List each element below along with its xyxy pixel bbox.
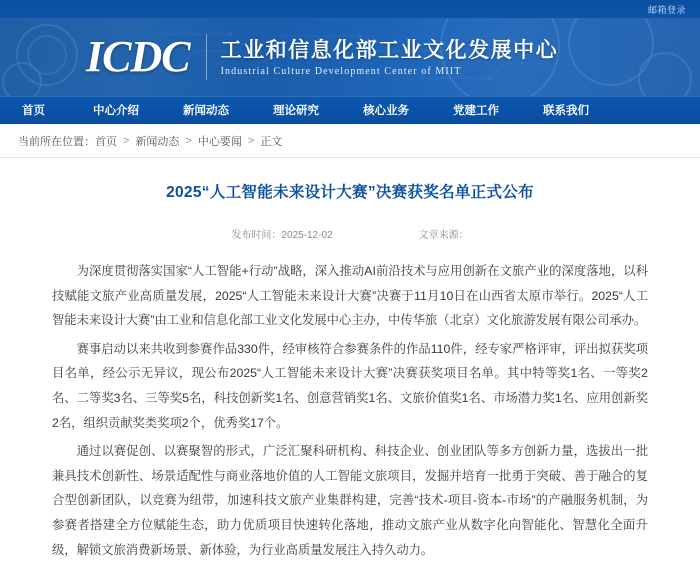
nav-item-home[interactable]: 首页 [22,104,45,117]
article-paragraph: 通过以赛促创、以赛聚智的形式，广泛汇聚科研机构、科技企业、创业团队等多方创新力量，选拔出一批兼具技术创新性、场景适配性与商业落地价值的人工智能文旅项目，发掘并培育一批勇于突破、善于融合的复合型创新团队，以竞赛为纽带，加速科技文旅产业集群构建，完善“技术-项目-资本-市场”的产融服务机制，为参赛者搭建全方位赋能生态，助力优质项目快速转化落地，推动文旅产业从数字化向智能化、智慧化全面升级，解锁文旅消费新场景、新体验，为行业高质量发展注入持久动力。 [52,444,648,557]
logo-area[interactable] [0,34,558,80]
nav-item-party-work[interactable]: 党建工作 [453,104,499,117]
breadcrumb-item-news[interactable]: 新闻动态 [135,136,180,148]
site-titles [221,37,559,77]
nav-item-news[interactable]: 新闻动态 [183,104,229,117]
article-source: 文章来源： [418,230,469,241]
breadcrumb-label: 当前所在位置： [18,136,95,148]
article-container [0,180,700,562]
breadcrumb-separator: > [123,135,130,147]
gear-icon [638,52,692,96]
breadcrumb-separator: > [247,135,255,147]
breadcrumb-item-home[interactable]: 首页 [95,136,117,148]
nav-item-about[interactable]: 中心介绍 [93,104,139,117]
breadcrumb-item-current: 正文 [260,136,283,148]
breadcrumb [0,124,700,158]
article-paragraph: 为深度贯彻落实国家“人工智能+行动”战略，深入推动AI前沿技术与应用创新在文旅产业的深度落地，以科技赋能文旅产业高质量发展，2025“人工智能未来设计大赛”决赛于11月10日在山西省太原市举行。2025“人工智能未来设计大赛”由工业和信息化部工业文化发展中心主办，中传华旅（北京）文化旅游发展有限公司承办。 [52,264,648,328]
article-body [52,259,648,562]
page-title: 2025“人工智能未来设计大赛”决赛获奖名单正式公布 [166,184,534,201]
site-header-banner [0,18,700,96]
mail-login-link[interactable]: 邮箱登录 [647,4,686,15]
site-title-cn: 工业和信息化部工业文化发展中心 [220,37,559,62]
nav-item-research[interactable]: 理论研究 [273,104,319,117]
top-utility-bar [0,0,700,18]
logo-divider [206,34,207,80]
publish-date: 发布时间：2025-12-02 [231,230,333,241]
site-title-en: Industrial Culture Development Center of MIIT [220,66,462,78]
icdc-logo-text: ICDC [86,32,190,81]
gear-icon [568,18,654,86]
nav-item-core-business[interactable]: 核心业务 [363,104,409,117]
main-navigation [0,96,700,124]
article-meta [52,226,648,253]
breadcrumb-item-center-news[interactable]: 中心要闻 [197,136,242,148]
article-paragraph: 赛事启动以来共收到参赛作品330件，经审核符合参赛条件的作品110件，经专家严格评审，评出拟获奖项目名单，经公示无异议，现公布2025“人工智能未来设计大赛”决赛获奖项目名单。其中特等奖1名、一等奖2名、二等奖3名、三等奖5名，科技创新奖1名、创意营销奖1名、文旅价值奖1名、市场潜力奖1名、应用创新奖2名，组织贡献奖类奖项2个，优秀奖17个。 [52,341,648,430]
nav-item-contact[interactable]: 联系我们 [543,104,589,117]
breadcrumb-separator: > [185,135,192,147]
